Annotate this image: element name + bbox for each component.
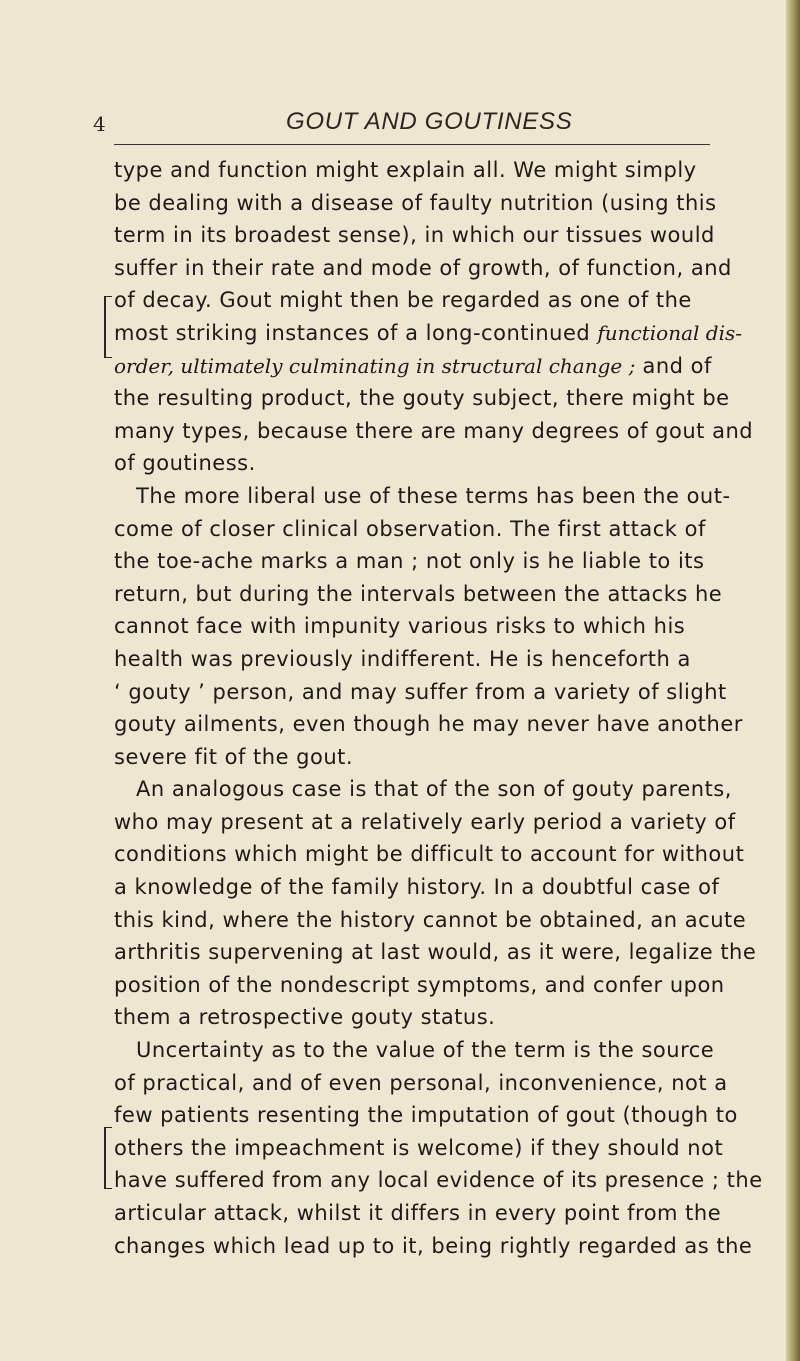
text-line: of decay. Gout might then be regarded as one of the (114, 288, 692, 313)
text-line: suffer in their rate and mode of growth, of function, and (114, 255, 732, 280)
text-line: the resulting product, the gouty subject, there might be (114, 386, 730, 411)
text-line: arthritis supervening at last would, as it were, legalize the (114, 940, 757, 965)
text-line: cannot face with impunity various risks to which his (114, 614, 686, 639)
margin-bracket (104, 1127, 112, 1189)
text-line: An analogous case is that of the son of gouty parents, (136, 777, 732, 802)
text-run: and of (635, 353, 712, 378)
text-line: ‘ gouty ’ person, and may suffer from a variety of slight (114, 679, 727, 704)
margin-bracket (104, 296, 112, 358)
running-head: GOUT AND GOUTINESS (286, 108, 573, 135)
italic-run: functional dis- (597, 320, 742, 345)
page-number: 4 (93, 112, 106, 136)
text-line (114, 350, 730, 383)
text-line: many types, because there are many degrees of gout and (114, 418, 754, 443)
text-line: gouty ailments, even though he may never have another (114, 712, 743, 737)
text-line: them a retrospective gouty status. (114, 1005, 496, 1030)
text-line: the toe-ache marks a man ; not only is he liable to its (114, 549, 705, 574)
text-line: severe fit of the gout. (114, 744, 354, 769)
text-line: have suffered from any local evidence of its presence ; the (114, 1168, 763, 1193)
text-line: of practical, and of even personal, inconvenience, not a (114, 1070, 728, 1095)
italic-run: order, ultimately culminating in structural change ; (114, 353, 636, 378)
text-line: come of closer clinical observation. The first attack of (114, 516, 706, 541)
text-line: The more liberal use of these terms has been the out- (136, 483, 731, 508)
text-line: Uncertainty as to the value of the term is the source (136, 1038, 715, 1063)
text-line: return, but during the intervals between the attacks he (114, 581, 723, 606)
text-line: this kind, where the history cannot be obtained, an acute (114, 907, 747, 932)
text-line: conditions which might be difficult to account for without (114, 842, 745, 867)
text-line: few patients resenting the imputation of gout (though to (114, 1103, 738, 1128)
text-run: most striking instances of a long-continued (114, 320, 598, 345)
text-line: health was previously indifferent. He is henceforth a (114, 646, 691, 671)
body-text (114, 154, 763, 1262)
text-line (114, 317, 742, 350)
text-line: term in its broadest sense), in which our tissues would (114, 223, 715, 248)
text-line: of goutiness. (114, 451, 256, 476)
text-line: a knowledge of the family history. In a doubtful case of (114, 875, 720, 900)
text-line: articular attack, whilst it differs in every point from the (114, 1201, 722, 1225)
text-line: type and function might explain all. We might simply (114, 158, 697, 182)
text-line: others the impeachment is welcome) if they should not (114, 1135, 724, 1160)
text-line: position of the nondescript symptoms, and confer upon (114, 972, 725, 997)
text-line: who may present at a relatively early period a variety of (114, 809, 736, 834)
text-line: be dealing with a disease of faulty nutrition (using this (114, 190, 717, 215)
header-rule (114, 144, 710, 145)
text-line: changes which lead up to it, being rightly regarded as the (114, 1233, 753, 1258)
page-edge (786, 0, 800, 1361)
